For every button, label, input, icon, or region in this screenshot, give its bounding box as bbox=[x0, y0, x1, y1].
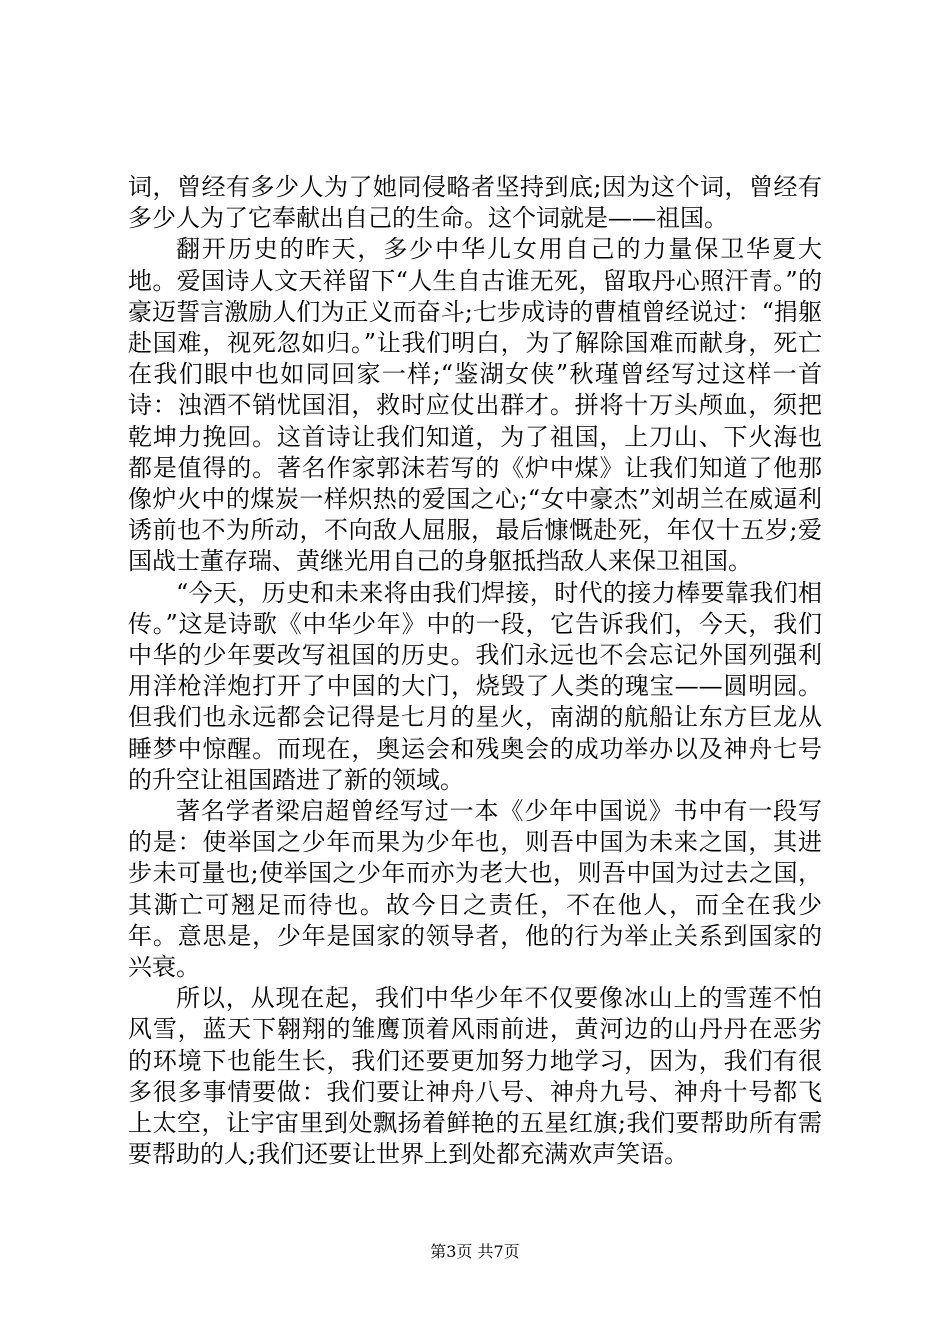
document-body bbox=[128, 172, 822, 1171]
paragraph-liang-qichao: 著名学者梁启超曾经写过一本《少年中国说》书中有一段写的是：使举国之少年而果为少年也，则吾中国为未来之国，其进步未可量也;使举国之少年而亦为老大也，则吾中国为过去之国，其澌亡可翘足而待也。故今日之责任，不在他人，而全在我少年。意思是，少年是国家的领导者，他的行为举止关系到国家的兴衰。 bbox=[128, 797, 822, 982]
paragraph-conclusion: 所以，从现在起，我们中华少年不仅要像冰山上的雪莲不怕风雪，蓝天下翱翔的雏鹰顶着风雨前进，黄河边的山丹丹在恶劣的环境下也能生长，我们还要更加努力地学习，因为，我们有很多很多事情要做：我们要让神舟八号、神舟九号、神舟十号都飞上太空，让宇宙里到处飘扬着鲜艳的五星红旗;我们要帮助所有需要帮助的人;我们还要让世界上到处都充满欢声笑语。 bbox=[128, 984, 822, 1169]
paragraph-continuation: 词，曾经有多少人为了她同侵略者坚持到底;因为这个词，曾经有多少人为了它奉献出自己的生命。这个词就是——祖国。 bbox=[128, 173, 822, 233]
paragraph-today: “今天，历史和未来将由我们焊接，时代的接力棒要靠我们相传。”这是诗歌《中华少年》中的一段，它告诉我们，今天，我们中华的少年要改写祖国的历史。我们永远也不会忘记外国列强利用洋枪洋炮打开了中国的大门，烧毁了人类的瑰宝——圆明园。但我们也永远都会记得是七月的星火，南湖的航船让东方巨龙从睡梦中惊醒。而现在，奥运会和残奥会的成功举办以及神舟七号的升空让祖国踏进了新的领域。 bbox=[128, 578, 822, 794]
paragraph-history: 翻开历史的昨天，多少中华儿女用自己的力量保卫华夏大地。爱国诗人文天祥留下“人生自古谁无死，留取丹心照汗青。”的豪迈誓言激励人们为正义而奋斗;七步成诗的曹植曾经说过：“捐躯赴国难，视死忽如归。”让我们明白，为了解除国难而献身，死亡在我们眼中也如同回家一样;“鉴湖女侠”秋瑾曾经写过这样一首诗：浊酒不销忧国泪，救时应仗出群才。拼将十万头颅血，须把乾坤力挽回。这首诗让我们知道，为了祖国，上刀山、下火海也都是值得的。著名作家郭沫若写的《炉中煤》让我们知道了他那像炉火中的煤炭一样炽热的爱国之心;“女中豪杰”刘胡兰在威逼利诱前也不为所动，不向敌人屈服，最后慷慨赴死，年仅十五岁;爱国战士董存瑞、黄继光用自己的身躯抵挡敌人来保卫祖国。 bbox=[128, 235, 822, 576]
page-number-footer: 第3页 共7页 bbox=[430, 1242, 520, 1261]
